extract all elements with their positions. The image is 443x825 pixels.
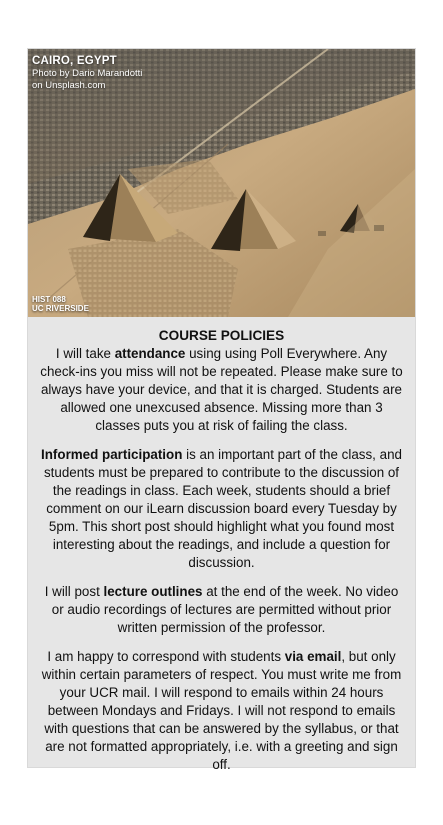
para-text: I will take xyxy=(55,346,115,361)
para-keyword: Informed participation xyxy=(41,447,183,462)
attendance-paragraph xyxy=(40,345,403,435)
para-keyword: via email xyxy=(284,649,342,664)
policies-section xyxy=(28,317,415,774)
participation-paragraph xyxy=(40,446,403,572)
para-text: using using Poll Everywhere. Any check-ins you miss will not be repeated. Please make sure to always have your device, and that it is charged. Students are allowed one unexcused absence. Missing more than 3 classes puts you at risk of failing the class. xyxy=(40,346,403,433)
email-paragraph xyxy=(40,648,403,774)
para-text: is an important part of the class, and students must be prepared to contribute to the discussion of the readings in class. Each week, students should a brief comment on our iLearn discussion board every Tuesday by 5pm. This short post should highlight what you found most interesting about the readings, and include a question for discussion. xyxy=(43,447,402,570)
school-name: UC RIVERSIDE xyxy=(32,304,89,314)
photo-caption xyxy=(32,54,150,92)
course-code: HIST 088 xyxy=(32,294,66,304)
para-keyword: lecture outlines xyxy=(103,584,203,599)
caption-city: CAIRO, EGYPT xyxy=(32,55,117,67)
para-text: , but only within certain parameters of respect. You must write me from your UCR mail. I will respond to emails within 24 hours between Mondays and Fridays. I will not respond to emails with questions that can be answered by the syllabus, or that are not formatted appropriately, i.e. with a greeting and sign off. xyxy=(41,649,402,772)
policies-title: COURSE POLICIES xyxy=(158,328,285,343)
para-text: I will post xyxy=(44,584,104,599)
policy-card xyxy=(28,49,415,772)
para-keyword: attendance xyxy=(114,346,186,361)
lecture-outlines-paragraph xyxy=(40,583,403,637)
course-tag xyxy=(32,295,89,314)
para-text: at the end of the week. No video or audio recordings of lectures are permitted without prior written permission of the professor. xyxy=(51,584,399,635)
pyramids-photo xyxy=(28,49,415,317)
para-text: I am happy to correspond with students xyxy=(47,649,285,664)
caption-credit: Photo by Dario Marandotti on Unsplash.com xyxy=(32,68,143,92)
